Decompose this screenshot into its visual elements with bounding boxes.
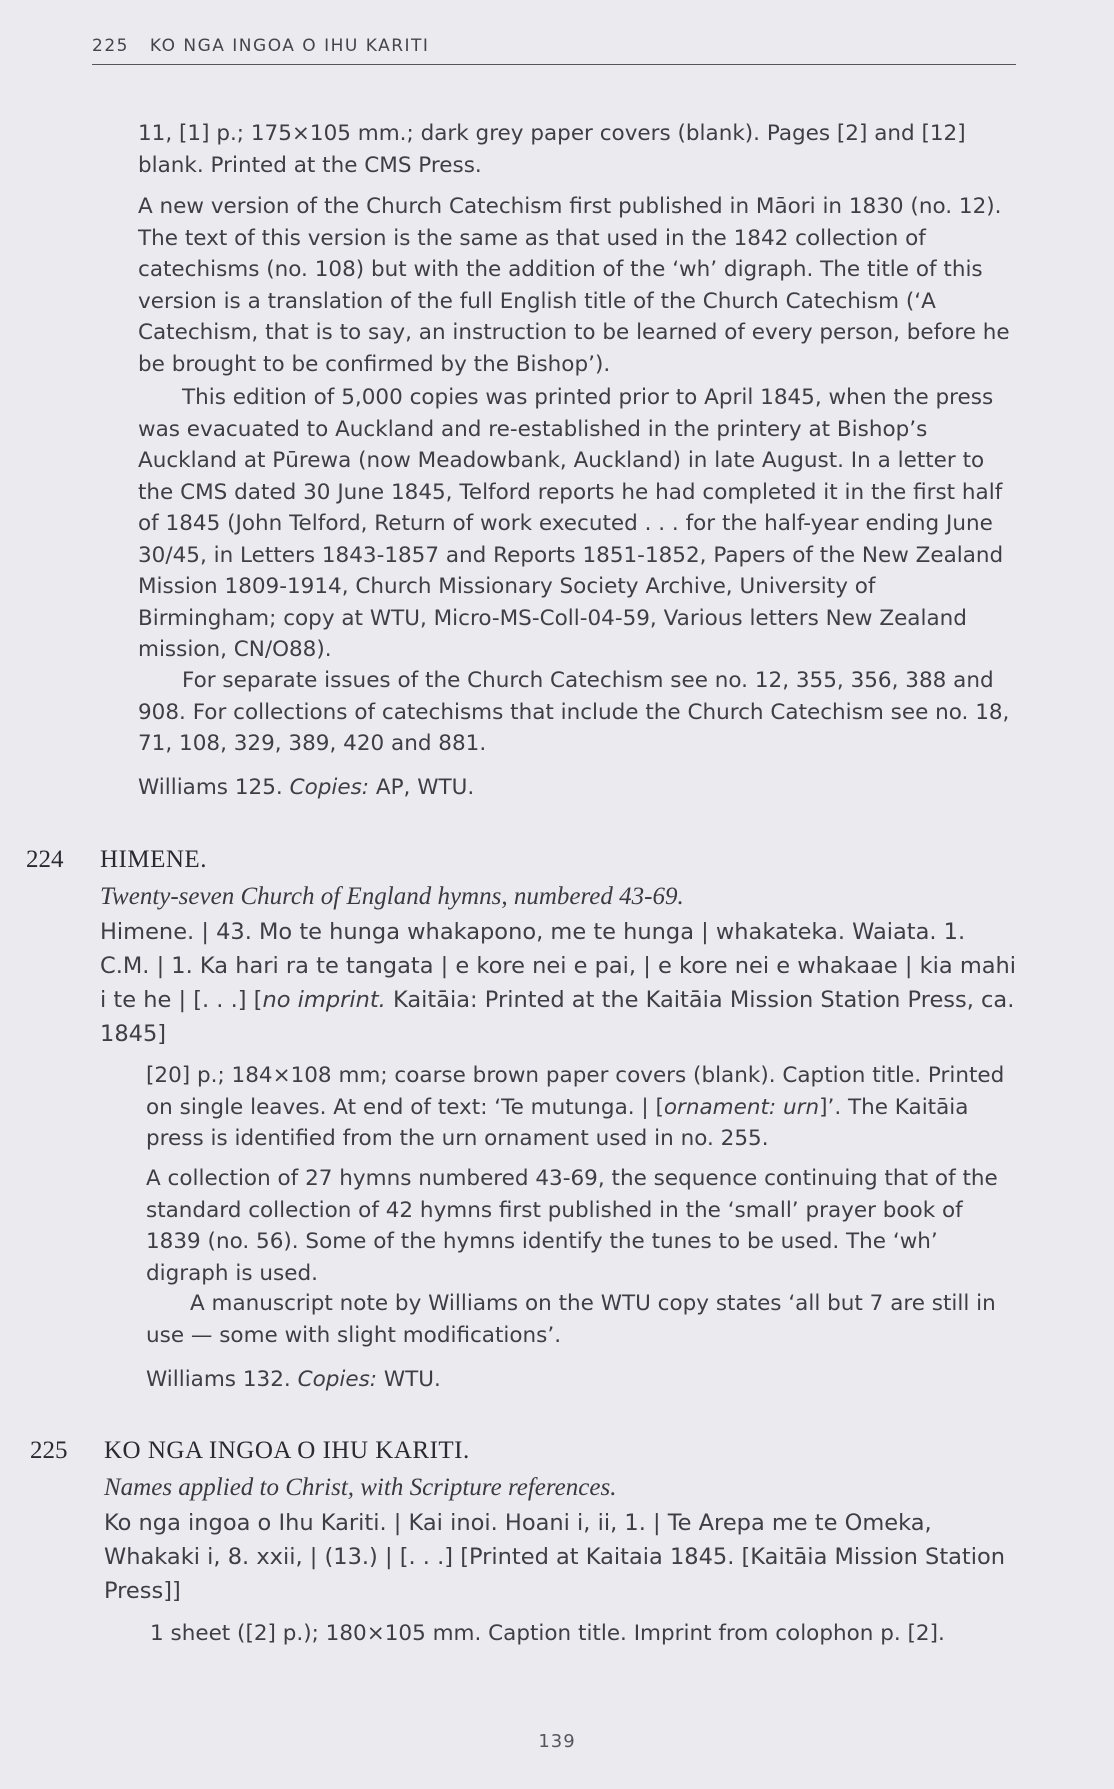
entry225-collation: 1 sheet ([2] p.); 180×105 mm. Caption title. Imprint from colophon p. [2]. xyxy=(150,1621,945,1646)
header-page-number: 225 xyxy=(92,36,129,56)
entry224-note-2: A manuscript note by Williams on the WTU copy states ‘all but 7 are still in use — some with slight modifications’. xyxy=(146,1291,996,1348)
entry224-collation xyxy=(146,1060,1020,1155)
entry224-tp-italic: no imprint. xyxy=(262,987,386,1013)
entry224-collation-italic: ornament: urn xyxy=(663,1094,820,1120)
entry223-collation: 11, [1] p.; 175×105 mm.; dark grey paper covers (blank). Pages [2] and [12] blank. Printed at the CMS Press. xyxy=(138,121,966,178)
running-header xyxy=(92,36,1016,65)
page-folio: 139 xyxy=(538,1731,576,1752)
entry224-collation-end: ]’. The Kaitāia press is identified from the urn ornament used in no. 255. xyxy=(146,1094,969,1151)
entry224-tp-text: Himene. | 43. Mo te hunga whakapono, me te hunga | whakateka. Waiata. 1. C.M. | 1. Ka hari ra te tangata | e kore nei e pai, | e kore nei e whakaae | kia mahi i te he | [. . .] [ xyxy=(100,919,1017,1013)
entry224-subtitle: Twenty-seven Church of England hymns, numbered 43-69. xyxy=(100,883,684,910)
entry224-reference xyxy=(146,1364,1020,1396)
entry224-tp-imprint: Kaitāia: Printed at the Kaitāia Mission Station Press, ca. 1845] xyxy=(100,987,1015,1047)
entry224-collation-text: [20] p.; 184×108 mm; coarse brown paper covers (blank). Caption title. Printed on single leaves. At end of text: ‘Te mutunga. | [ xyxy=(146,1063,1005,1120)
entry223-note-1: A new version of the Church Catechism first published in Māori in 1830 (no. 12). The text of this version is the same as that used in the 1842 collection of catechisms (no. 108) but with the addition of the ‘wh’ digraph. The title of this version is a translation of the full English title of the Church Catechism (‘A Catechism, that is to say, an instruction to be learned of every person, before he be brought to be confirmed by the Bishop’). xyxy=(138,194,1010,377)
entry224-ref: Williams 132. xyxy=(146,1367,291,1392)
entry223-reference xyxy=(138,772,1018,804)
entry224-title-page xyxy=(100,915,1020,1051)
header-running-title: KO NGA INGOA O IHU KARITI xyxy=(149,36,430,56)
entry223-note-3: For separate issues of the Church Catechism see no. 12, 355, 356, 388 and 908. For collections of catechisms that include the Church Catechism see no. 18, 71, 108, 329, 389, 420 and 881. xyxy=(138,668,1010,756)
entry223-copies: AP, WTU. xyxy=(375,775,475,800)
entry224-note-1: A collection of 27 hymns numbered 43-69, the sequence continuing that of the standard collection of 42 hymns first published in the ‘small’ prayer book of 1839 (no. 56). Some of the hymns identify the tunes to be used. The ‘wh’ digraph is used. xyxy=(146,1166,998,1286)
entry225-subtitle: Names applied to Christ, with Scripture references. xyxy=(104,1474,617,1501)
entry224-number: 224 xyxy=(26,846,64,873)
entry223-ref: Williams 125. xyxy=(138,775,283,800)
entry224-copies: WTU. xyxy=(383,1367,441,1392)
entry223-copies-label: Copies: xyxy=(289,775,370,800)
entry224-title: HIMENE. xyxy=(100,846,207,873)
entry224-copies-label: Copies: xyxy=(297,1367,378,1392)
entry223-note-2: This edition of 5,000 copies was printed prior to April 1845, when the press was evacuated to Auckland and re-established in the printery at Bishop’s Auckland at Pūrewa (now Meadowbank, Auckland) in late August. In a letter to the CMS dated 30 June 1845, Telford reports he had completed it in the first half of 1845 (John Telford, Return of work executed . . . for the half-year ending June 30/45, in Letters 1843-1857 and Reports 1851-1852, Papers of the New Zealand Mission 1809-1914, Church Missionary Society Archive, University of Birmingham; copy at WTU, Micro-MS-Coll-04-59, Various letters New Zealand mission, CN/O88). xyxy=(138,385,1004,662)
entry225-number: 225 xyxy=(30,1437,68,1464)
entry225-title-page: Ko nga ingoa o Ihu Kariti. | Kai inoi. Hoani i, ii, 1. | Te Arepa me te Omeka, Whakaki i, 8. xxii, | (13.) | [. . .] [Printed at Kaitaia 1845. [Kaitāia Mission Station Press]] xyxy=(104,1510,1006,1604)
entry225-title: KO NGA INGOA O IHU KARITI. xyxy=(104,1437,470,1464)
